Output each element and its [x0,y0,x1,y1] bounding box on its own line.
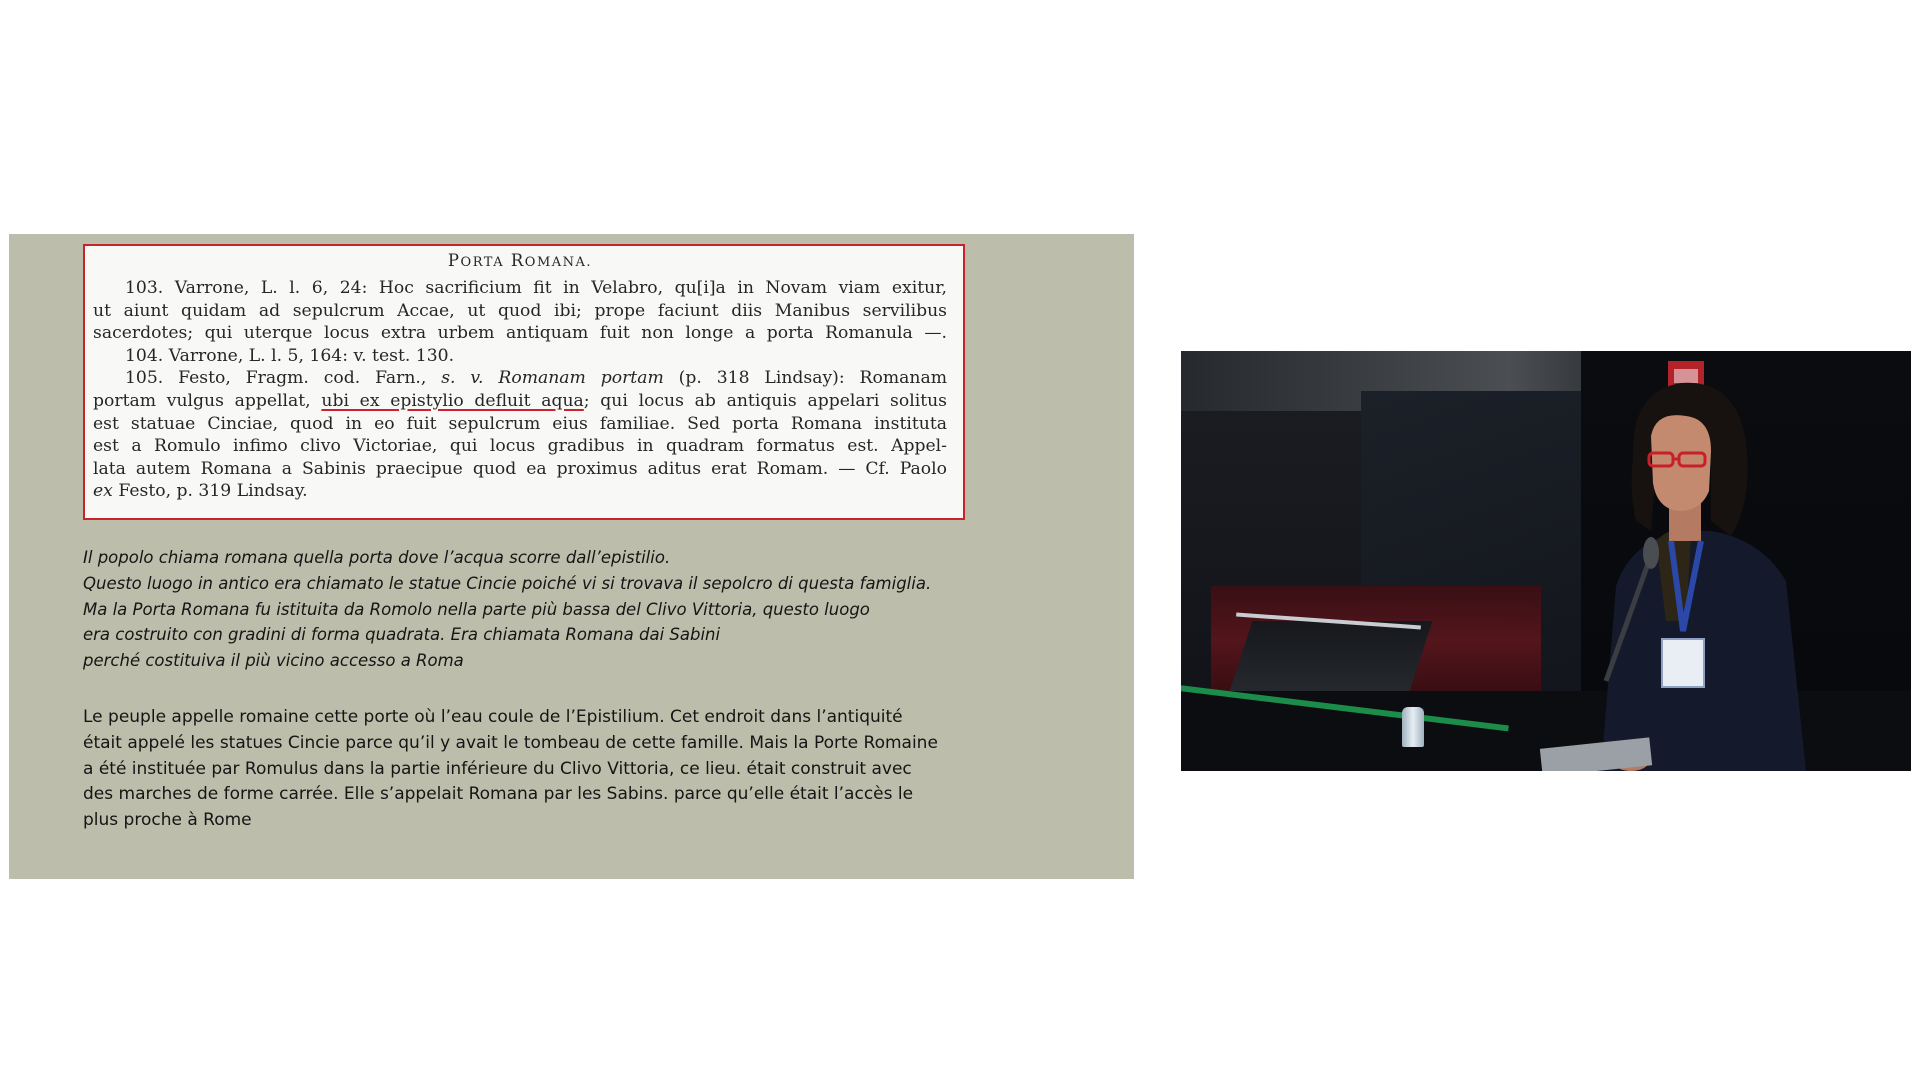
excerpt-line: est a Romulo infimo clivo Victoriae, qui locus gradibus in quadram formatus est. Appel- [93,436,947,457]
excerpt-line: ut aiunt quidam ad sepulcrum Accae, ut quod ibi; prope faciunt diis Manibus servilibus [93,300,947,321]
excerpt-line: portam vulgus appellat, ubi ex epistylio defluit aqua; qui locus ab antiquis appelari solitus [93,390,947,411]
excerpt-line: ex Festo, p. 319 Lindsay. [93,481,308,502]
water-bottle [1402,707,1424,747]
excerpt-line: 105. Festo, Fragm. cod. Farn., s. v. Romanam portam (p. 318 Lindsay): Romanam [125,368,947,389]
excerpt-title: PORTA ROMANA. [447,251,593,270]
excerpt-line: 103. Varrone, L. l. 6, 24: Hoc sacrificium fit in Velabro, qu[i]a in Novam viam exitur, [125,278,947,298]
slide [9,234,1134,879]
speaker-video [1181,351,1911,771]
excerpt-line: est statuae Cinciae, quod in eo fuit sepulcrum eius familiae. Sed porta Romana instituta [93,413,947,434]
french-translation: Le peuple appelle romaine cette porte où l’eau coule de l’Epistilium. Cet endroit dans l’antiquité était appelé les statues Cincie parce qu’il y avait le tombeau de cette famille. Mais la Porte Romaine a été instituée par Romulus dans la partie inférieure du Clivo Vittoria, ce lieu. était construit avec des marches de forme carrée. Elle s’appelait Romana par les Sabins. parce qu’elle était l’accès le plus proche à Rome [83,707,938,831]
excerpt-line: sacerdotes; qui uterque locus extra urbem antiquam fuit non longe a porta Romanula —. [93,323,947,344]
laptop [1230,621,1433,691]
excerpt-line: 104. Varrone, L. l. 5, 164: v. test. 130. [125,345,455,366]
underlined-phrase: ubi ex epistylio defluit aqua [321,390,584,411]
excerpt-line: lata autem Romana a Sabinis praecipue quod ea proximus aditus erat Romam. — Cf. Paolo [93,458,947,479]
speaker-person [1561,371,1811,771]
italian-translation: Il popolo chiama romana quella porta dove l’acqua scorre dall’epistilio. Questo luogo in antico era chiamato le statue Cincie poiché vi si trovava il sepolcro di questa famiglia. Ma la Porta Romana fu istituita da Romolo nella parte più bassa del Clivo Vittoria, questo luogo era costruito con gradini di forma quadrata. Era chiamata Romana dai Sabini perché costituiva il più vicino accesso a Roma [83,548,932,671]
latin-text-excerpt [83,244,965,520]
